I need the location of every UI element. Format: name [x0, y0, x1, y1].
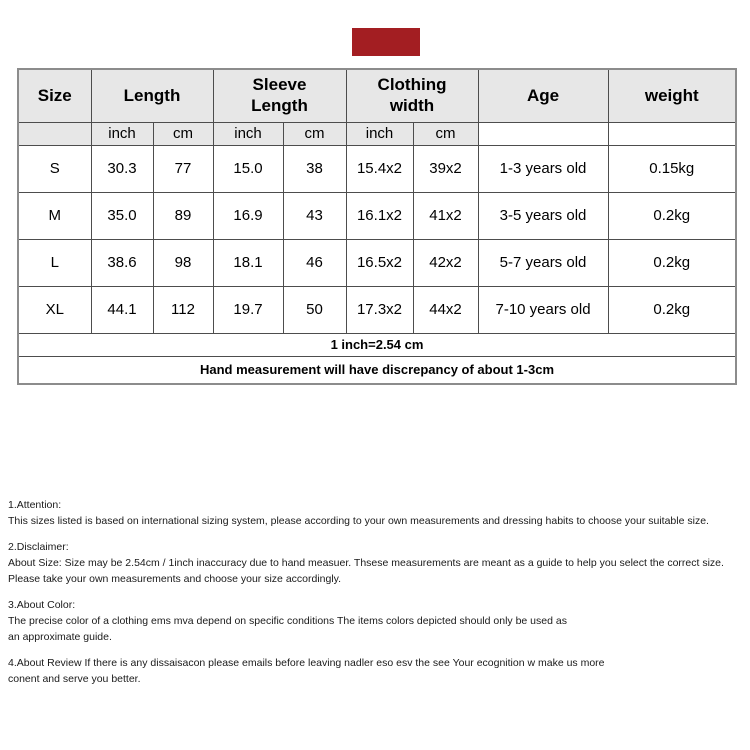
- cell-weight: 0.2kg: [608, 239, 736, 286]
- cell-sleeve-cm: 38: [283, 145, 346, 192]
- table-row-m: [18, 192, 736, 239]
- note-line: an approximate guide.: [8, 631, 112, 643]
- note-line: This sizes listed is based on international sizing system, please according to your own measurements and dressing habits to choose your suitable size.: [8, 515, 709, 527]
- subheader-weight-empty: [608, 122, 736, 145]
- header-clothing-width: [346, 69, 478, 122]
- header-sleeve-length-line1: Sleeve: [252, 75, 307, 95]
- subheader-width-cm: cm: [413, 122, 478, 145]
- note-line: The precise color of a clothing ems mva depend on specific conditions The items colors depicted should only be used as: [8, 615, 567, 627]
- note-line: 1.Attention:: [8, 499, 62, 511]
- subheader-length-inch: inch: [91, 122, 153, 145]
- cell-age: 1-3 years old: [478, 145, 608, 192]
- cell-length-cm: 89: [153, 192, 213, 239]
- cell-width-inch: 16.1x2: [346, 192, 413, 239]
- subheader-age-empty: [478, 122, 608, 145]
- header-sleeve-length: [213, 69, 346, 122]
- note-line: 3.About Color:: [8, 599, 76, 611]
- size-chart-table: [17, 68, 737, 385]
- footnote-row-inch-conversion: [18, 333, 736, 356]
- cell-size: L: [18, 239, 91, 286]
- cell-width-cm: 39x2: [413, 145, 478, 192]
- header-sleeve-length-line2: Length: [251, 95, 308, 115]
- cell-sleeve-inch: 16.9: [213, 192, 283, 239]
- table-subheader-row: [18, 122, 736, 145]
- note-line: conent and serve you better.: [8, 673, 141, 685]
- note-disclaimer: [8, 539, 750, 587]
- header-size: Size: [18, 69, 91, 122]
- cell-size: S: [18, 145, 91, 192]
- table-header-row: [18, 69, 736, 122]
- cell-sleeve-cm: 50: [283, 286, 346, 333]
- subheader-sleeve-inch: inch: [213, 122, 283, 145]
- subheader-empty: [18, 122, 91, 145]
- cell-width-inch: 16.5x2: [346, 239, 413, 286]
- header-age: Age: [478, 69, 608, 122]
- cell-width-inch: 17.3x2: [346, 286, 413, 333]
- cell-age: 7-10 years old: [478, 286, 608, 333]
- note-attention: [8, 497, 750, 529]
- table-row-s: [18, 145, 736, 192]
- cell-length-cm: 77: [153, 145, 213, 192]
- red-label-badge: [352, 28, 420, 56]
- note-about-color: [8, 597, 750, 645]
- cell-sleeve-cm: 46: [283, 239, 346, 286]
- notes-section: [8, 497, 750, 697]
- header-clothing-width-line1: Clothing: [377, 75, 447, 95]
- cell-width-cm: 42x2: [413, 239, 478, 286]
- note-about-review: [8, 655, 750, 687]
- cell-sleeve-inch: 19.7: [213, 286, 283, 333]
- subheader-length-cm: cm: [153, 122, 213, 145]
- cell-size: M: [18, 192, 91, 239]
- subheader-width-inch: inch: [346, 122, 413, 145]
- header-clothing-width-line2: width: [389, 95, 435, 115]
- header-weight: weight: [608, 69, 736, 122]
- table-row-xl: [18, 286, 736, 333]
- cell-width-inch: 15.4x2: [346, 145, 413, 192]
- cell-weight: 0.2kg: [608, 286, 736, 333]
- cell-weight: 0.15kg: [608, 145, 736, 192]
- cell-sleeve-inch: 18.1: [213, 239, 283, 286]
- cell-length-inch: 35.0: [91, 192, 153, 239]
- cell-width-cm: 44x2: [413, 286, 478, 333]
- cell-age: 5-7 years old: [478, 239, 608, 286]
- cell-sleeve-cm: 43: [283, 192, 346, 239]
- footnote-inch-conversion: 1 inch=2.54 cm: [18, 333, 736, 356]
- cell-length-inch: 38.6: [91, 239, 153, 286]
- header-length: Length: [91, 69, 213, 122]
- cell-length-inch: 30.3: [91, 145, 153, 192]
- cell-sleeve-inch: 15.0: [213, 145, 283, 192]
- note-line: 4.About Review If there is any dissaisacon please emails before leaving nadler eso esv the see Your ecognition w make us more: [8, 657, 605, 669]
- subheader-sleeve-cm: cm: [283, 122, 346, 145]
- cell-length-cm: 112: [153, 286, 213, 333]
- cell-size: XL: [18, 286, 91, 333]
- cell-age: 3-5 years old: [478, 192, 608, 239]
- table-row-l: [18, 239, 736, 286]
- note-line: 2.Disclaimer:: [8, 541, 69, 553]
- cell-length-cm: 98: [153, 239, 213, 286]
- cell-width-cm: 41x2: [413, 192, 478, 239]
- cell-length-inch: 44.1: [91, 286, 153, 333]
- note-line: About Size: Size may be 2.54cm / 1inch inaccuracy due to hand measuer. Thsese measurements are meant as a guide to help you select the correct size.: [8, 557, 724, 569]
- footnote-measurement-note: Hand measurement will have discrepancy of about 1-3cm: [18, 356, 736, 384]
- note-line: Please take your own measurements and choose your size accordingly.: [8, 573, 342, 585]
- footnote-row-measurement-note: [18, 356, 736, 384]
- cell-weight: 0.2kg: [608, 192, 736, 239]
